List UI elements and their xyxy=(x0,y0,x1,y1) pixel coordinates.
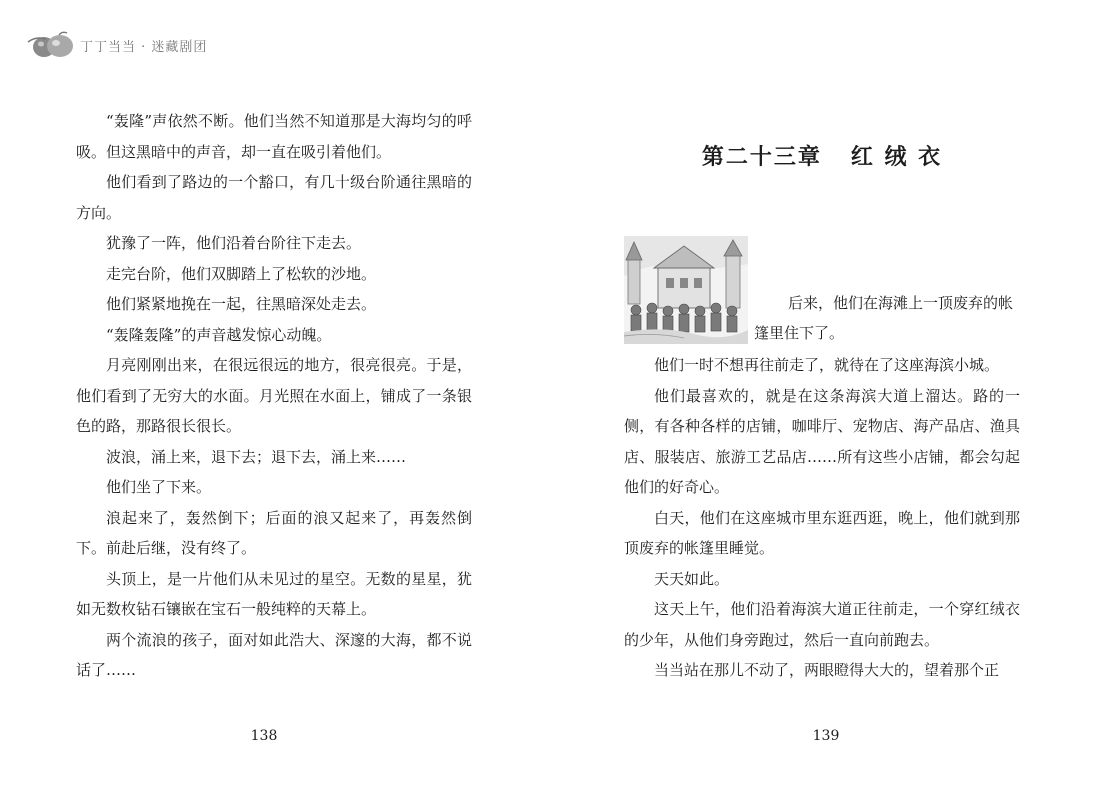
paragraph: 当当站在那儿不动了，两眼瞪得大大的，望着那个正 xyxy=(654,661,1000,679)
paragraph: 他们坐了下来。 xyxy=(106,478,212,496)
town-street-illustration xyxy=(624,236,748,344)
paragraph: 他们紧紧地挽在一起，往黑暗深处走去。 xyxy=(106,295,377,313)
paragraph: 这天上午，他们沿着海滨大道正往前走，一个穿红绒衣的少年，从他们身旁跑过，然后一直向前跑去。 xyxy=(624,600,1020,649)
paragraph: 波浪，涌上来，退下去；退下去，涌上来…… xyxy=(106,447,407,466)
paragraph: 他们一时不想再往前走了，就待在了这座海滨小城。 xyxy=(654,356,1000,374)
paragraph: 犹豫了一阵，他们沿着台阶往下走去。 xyxy=(106,234,362,252)
series-header xyxy=(26,30,207,60)
chapter-title: 第二十三章 红 绒 衣 xyxy=(701,144,943,170)
paragraph: 他们最喜欢的，就是在这条海滨大道上溜达。路的一侧，有各种各样的店铺，咖啡厅、宠物店、海产品店、渔具店、服装店、旅游工艺品店……所有这些小店铺，都会勾起他们的好奇心。 xyxy=(624,386,1020,496)
page-number-right: 139 xyxy=(812,728,840,744)
paragraph: “轰隆轰隆”的声音越发惊心动魄。 xyxy=(106,325,332,344)
right-page-body xyxy=(624,350,1020,686)
paragraph: 头顶上，是一片他们从未见过的星空。无数的星星，犹如无数枚钻石镶嵌在宝石一般纯粹的天幕上。 xyxy=(76,569,472,618)
paragraph: 浪起来了，轰然倒下；后面的浪又起来了，再轰然倒下。前赴后继，没有终了。 xyxy=(76,508,472,557)
paragraph: 他们看到了路边的一个豁口，有几十级台阶通往黑暗的方向。 xyxy=(76,173,472,222)
double-gourd-icon xyxy=(26,30,78,60)
right-page xyxy=(548,0,1096,786)
paragraph: 天天如此。 xyxy=(654,569,730,588)
intro-line: 后来，他们在海滩上一顶废弃的帐 xyxy=(788,294,1014,312)
page-number-left: 138 xyxy=(250,728,278,744)
paragraph: 两个流浪的孩子，面对如此浩大、深邃的大海，都不说话了…… xyxy=(76,630,472,679)
intro-line: 篷里住下了。 xyxy=(754,324,845,342)
paragraph: 月亮刚刚出来，在很远很远的地方，很亮很亮。于是，他们看到了无穷大的水面。月光照在水面上，铺成了一条银色的路，那路很长很长。 xyxy=(76,356,472,435)
paragraph: 白天，他们在这座城市里东逛西逛，晚上，他们就到那顶废弃的帐篷里睡觉。 xyxy=(624,508,1020,557)
left-page-body xyxy=(76,106,472,686)
series-title: 丁丁当当 · 迷藏剧团 xyxy=(80,39,208,55)
paragraph: “轰隆”声依然不断。他们当然不知道那是大海均匀的呼吸。但这黑暗中的声音，却一直在吸引着他们。 xyxy=(76,112,472,161)
paragraph: 走完台阶，他们双脚踏上了松软的沙地。 xyxy=(106,264,377,283)
